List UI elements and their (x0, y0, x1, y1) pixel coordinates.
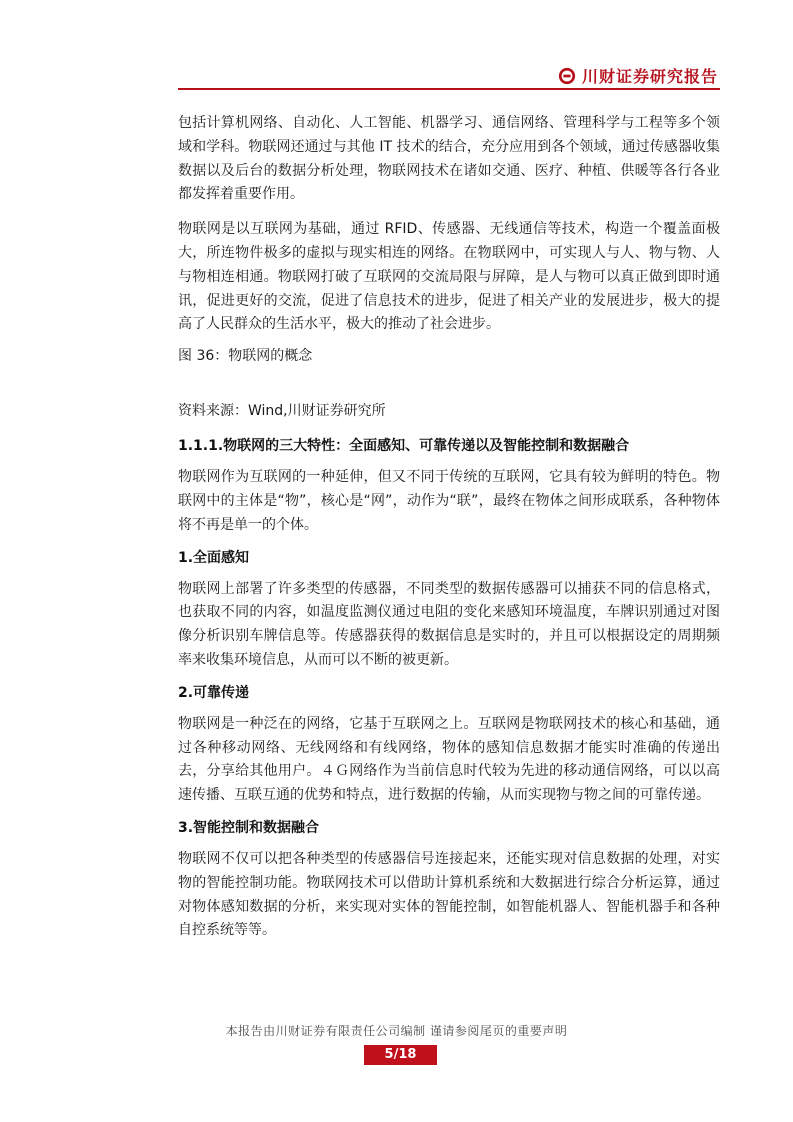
subheading-1: 1.全面感知 (178, 549, 250, 566)
brand (558, 64, 718, 87)
subheading-3: 3.智能控制和数据融合 (178, 819, 320, 836)
paragraph-1: 包括计算机网络、自动化、人工智能、机器学习、通信网络、管理科学与工程等多个领域和学科。物联网还通过与其他 IT 技术的结合，充分应用到各个领域，通过传感器收集数据以及后台的数据分析处理，物联网技术在诸如交通、医疗、种植、供暖等各行各业都发挥着重要作用。 (178, 115, 720, 203)
page-header (178, 58, 720, 90)
section-heading: 1.1.1.物联网的三大特性：全面感知、可靠传递以及智能控制和数据融合 (178, 438, 630, 455)
paragraph-6: 物联网不仅可以把各种类型的传感器信号连接起来，还能实现对信息数据的处理，对实物的智能控制功能。物联网技术可以借助计算机系统和大数据进行综合分析运算，通过对物体感知数据的分析，来实现对实体的智能控制，如智能机器人、智能机器手和各种自控系统等等。 (178, 850, 720, 939)
brand-title: 川财证券研究报告 (581, 67, 718, 86)
figure-area (178, 368, 720, 400)
figure-caption: 图 36：物联网的概念 (178, 348, 313, 365)
company-logo-icon (558, 67, 576, 85)
paragraph-3: 物联网作为互联网的一种延伸，但又不同于传统的互联网，它具有较为鲜明的特色。物联网中的主体是“物”，核心是“网”，动作为“联”，最终在物体之间形成联系，各种物体将不再是单一的个体。 (178, 469, 720, 533)
footer-disclaimer: 本报告由川财证券有限责任公司编制 谨请参阅尾页的重要声明 (225, 1024, 568, 1038)
paragraph-2: 物联网是以互联网为基础，通过 RFID、传感器、无线通信等技术，构造一个覆盖面极大，所连物件极多的虚拟与现实相连的网络。在物联网中，可实现人与人、物与物、人与物相连相通。物联网打破了互联网的交流局限与屏障，是人与物可以真正做到即时通讯，促进更好的交流，促进了信息技术的进步，促进了相关产业的发展进步，极大的提高了人民群众的生活水平，极大的推动了社会进步。 (178, 221, 720, 333)
document-body (178, 112, 720, 943)
page-number-badge: 5/18 (364, 1045, 437, 1065)
subheading-2: 2.可靠传递 (178, 684, 250, 701)
paragraph-5: 物联网是一种泛在的网络，它基于互联网之上。互联网是物联网技术的核心和基础，通过各种移动网络、无线网络和有线网络，物体的感知信息数据才能实时准确的传递出去，分享给其他用户。４Ｇ网络作为当前信息时代较为先进的移动通信网络，可以以高速传播、互联互通的优势和特点，进行数据的传输，从而实现物与物之间的可靠传递。 (178, 715, 720, 804)
figure-source: 资料来源：Wind,川财证券研究所 (178, 403, 386, 420)
paragraph-4: 物联网上部署了许多类型的传感器，不同类型的数据传感器可以捕获不同的信息格式，也获取不同的内容，如温度监测仪通过电阻的变化来感知环境温度，车牌识别通过对图像分析识别车牌信息等。传感器获得的数据信息是实时的，并且可以根据设定的周期频率来收集环境信息，从而可以不断的被更新。 (178, 580, 720, 668)
